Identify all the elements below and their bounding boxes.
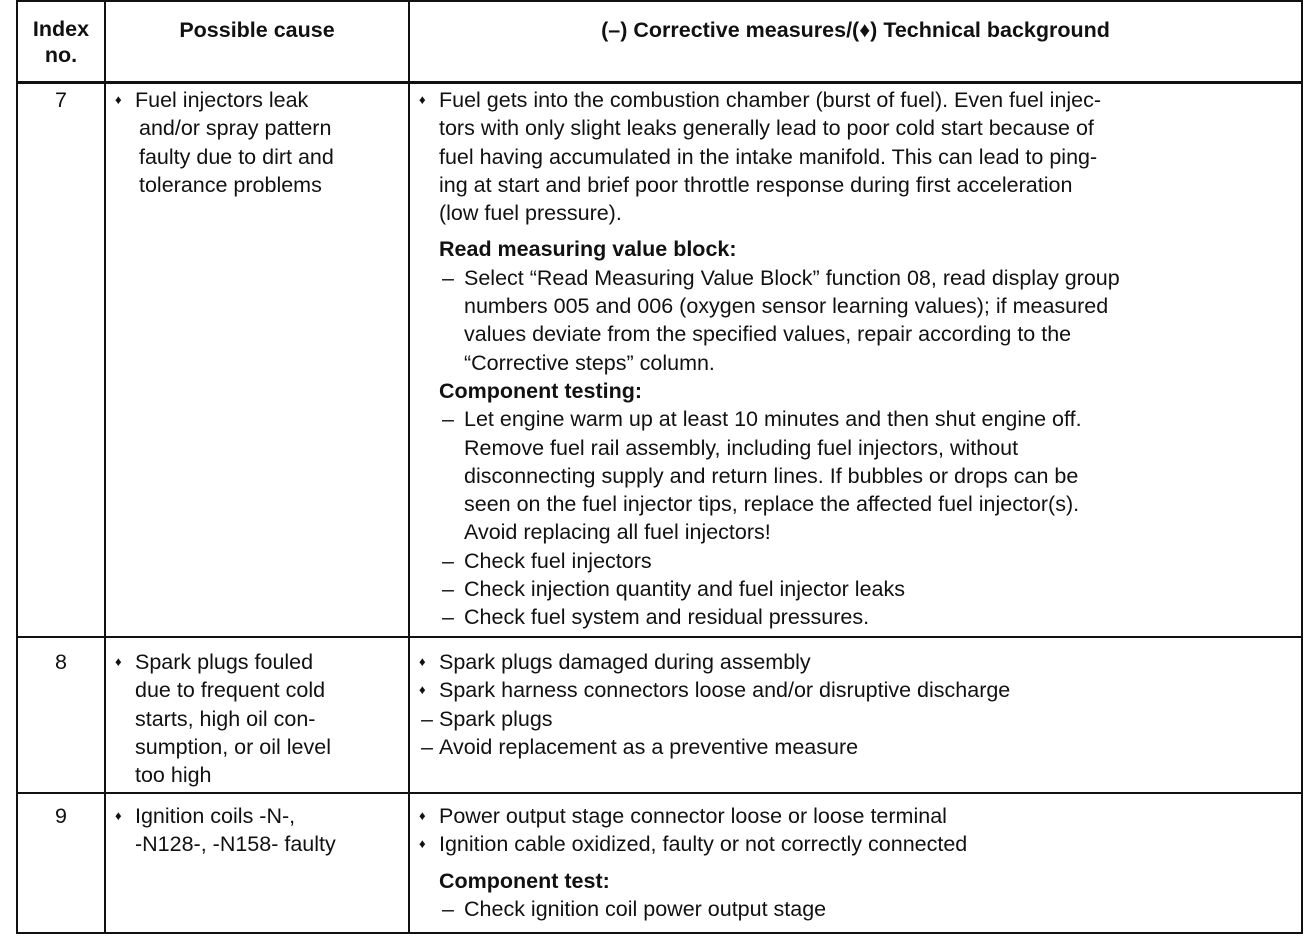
cause-line: due to frequent cold	[135, 678, 326, 703]
header-divider	[16, 81, 1303, 84]
background-line: fuel having accumulated in the intake manifold. This can lead to ping-	[439, 144, 1098, 169]
background-line: (low fuel pressure).	[439, 201, 622, 226]
section-heading: Component testing:	[439, 378, 643, 403]
measure-line: – Check fuel injectors	[439, 547, 1298, 575]
background-line: ♦ Ignition cable oxidized, faulty or not correctly connected	[418, 830, 1298, 858]
background-line: ♦ Spark plugs damaged during assembly	[418, 648, 1298, 676]
measure-line: Remove fuel rail assembly, including fuel injectors, without	[464, 435, 1019, 460]
header-corrective-measures: (–) Corrective measures/(♦) Technical background	[601, 18, 1110, 42]
header-index-line-1: Index	[32, 17, 90, 41]
measure-line: – Check injection quantity and fuel injector leaks	[439, 575, 1298, 603]
background-line: ♦ Spark harness connectors loose and/or disruptive discharge	[418, 676, 1298, 704]
row-7-index: 7	[55, 88, 67, 112]
row-8-cause	[114, 648, 404, 789]
cause-line: tolerance problems	[139, 172, 322, 197]
cause-line: starts, high oil con-	[135, 706, 316, 731]
table-border-top	[16, 0, 1303, 2]
measure-line: – Check fuel system and residual pressures.	[439, 603, 1298, 631]
header-index	[18, 16, 104, 68]
measure-line: numbers 005 and 006 (oxygen sensor learning values); if measured	[464, 294, 1109, 319]
cause-line: ♦ Spark plugs fouled	[114, 648, 404, 676]
background-line: ing at start and brief poor throttle response during first acceleration	[439, 172, 1073, 197]
measure-line: – Select “Read Measuring Value Block” function 08, read display group	[439, 264, 1298, 292]
row-7-measures	[418, 86, 1298, 632]
section-heading: Read measuring value block:	[439, 237, 737, 262]
row-8-index: 8	[55, 650, 67, 674]
cause-line: sumption, or oil level	[135, 734, 331, 759]
measure-line: – Check ignition coil power output stage	[439, 895, 1298, 923]
measure-line: – Spark plugs	[418, 705, 1298, 733]
measure-line: – Let engine warm up at least 10 minutes and then shut engine off.	[439, 405, 1298, 433]
row-divider-9	[16, 792, 1303, 794]
cause-line: too high	[135, 763, 212, 788]
row-divider-8	[16, 636, 1303, 638]
header-index-line-2: no.	[44, 43, 78, 67]
row-9-measures	[418, 802, 1298, 923]
row-8-measures	[418, 648, 1298, 761]
background-line: ♦ Fuel gets into the combustion chamber (burst of fuel). Even fuel injec-	[418, 86, 1298, 114]
background-line: ♦ Power output stage connector loose or loose terminal	[418, 802, 1298, 830]
cause-line: faulty due to dirt and	[139, 144, 334, 169]
cause-line: ♦ Fuel injectors leak	[114, 86, 404, 114]
measure-line: disconnecting supply and return lines. If bubbles or drops can be	[464, 463, 1079, 488]
measure-line: seen on the fuel injector tips, replace the affected fuel injector(s).	[464, 492, 1080, 517]
cause-line: and/or spray pattern	[139, 116, 332, 141]
background-line: tors with only slight leaks generally lead to poor cold start because of	[439, 116, 1094, 141]
measure-line: Avoid replacing all fuel injectors!	[464, 520, 771, 545]
row-9-index: 9	[55, 804, 67, 828]
section-heading: Component test:	[439, 868, 610, 893]
cause-line: -N128-, -N158- faulty	[135, 832, 336, 857]
measure-line: “Corrective steps” column.	[464, 350, 715, 375]
table-border-bottom	[16, 932, 1303, 934]
cause-line: ♦ Ignition coils -N-,	[114, 802, 404, 830]
measure-line: values deviate from the specified values, repair according to the	[464, 322, 1072, 347]
measure-line: – Avoid replacement as a preventive measure	[418, 733, 1298, 761]
row-7-cause	[114, 86, 404, 199]
row-9-cause	[114, 802, 404, 859]
header-possible-cause: Possible cause	[179, 18, 335, 42]
